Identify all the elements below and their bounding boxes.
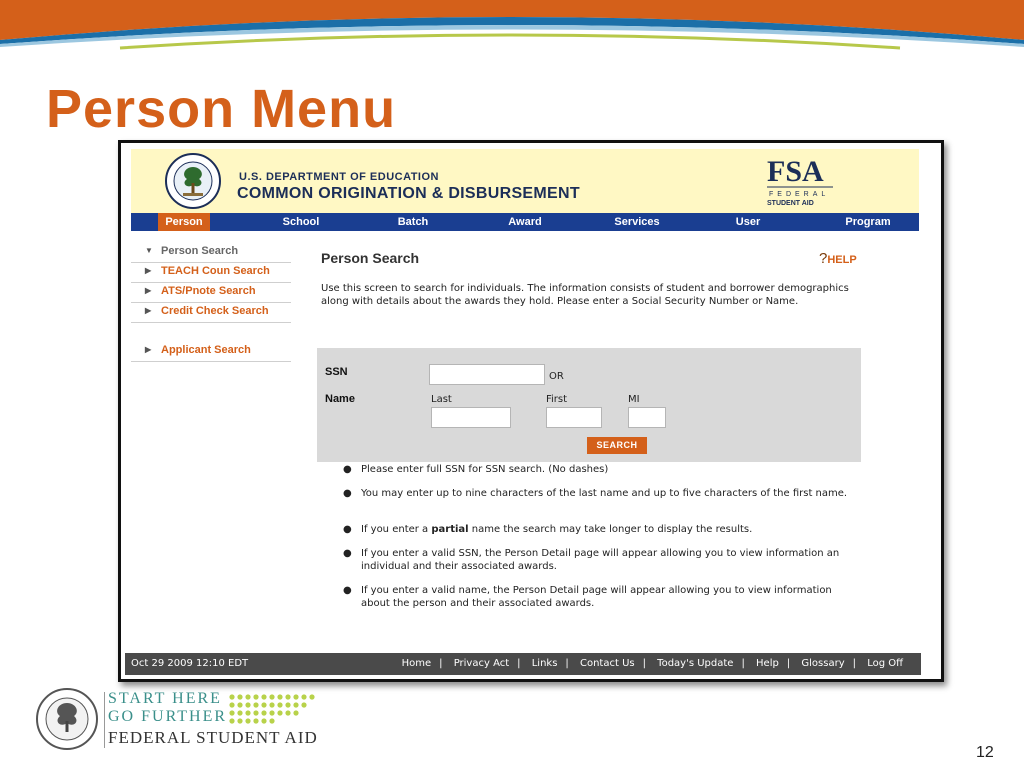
logo-line-go-further: GO FURTHER <box>108 708 228 725</box>
name-label: Name <box>325 393 355 405</box>
timestamp: Oct 29 2009 12:10 EDT <box>131 658 249 669</box>
triangle-down-icon: ▼ <box>145 246 153 255</box>
fsa-logo-letters: FSA <box>767 155 824 188</box>
help-link[interactable] <box>819 250 857 267</box>
footer-link-help[interactable]: Help <box>756 658 779 669</box>
footer-links: Home | Privacy Act | Links | Contact Us | Today's Update | Help | Glossary | Log Off <box>401 658 903 669</box>
search-button[interactable]: SEARCH <box>587 437 647 454</box>
site-footer <box>125 653 921 675</box>
list-item-text: You may enter up to nine characters of the last name and up to five characters of the first name. <box>361 488 848 499</box>
bullet-icon: ● <box>343 585 352 596</box>
triangle-right-icon: ▶ <box>145 286 152 295</box>
nav-batch[interactable]: Batch <box>397 216 429 228</box>
system-name: COMMON ORIGINATION & DISBURSEMENT <box>237 185 580 202</box>
sidebar-item-person-search[interactable] <box>131 243 291 263</box>
nav-user[interactable]: User <box>735 216 761 228</box>
logo-line-federal-student-aid: FEDERAL STUDENT AID <box>108 728 318 747</box>
list-item-text: Please enter full SSN for SSN search. (No dashes) <box>361 464 609 475</box>
nav-services[interactable]: Services <box>614 216 660 228</box>
middle-initial-label: MI <box>628 394 640 405</box>
middle-initial-input[interactable] <box>628 407 666 428</box>
department-name: U.S. DEPARTMENT OF EDUCATION <box>239 171 439 183</box>
triangle-right-icon: ▶ <box>145 266 152 275</box>
fsa-logo-line1: FEDERAL <box>769 191 830 198</box>
sidebar-item-label: TEACH Coun Search <box>161 265 270 277</box>
footer-link-contact-us[interactable]: Contact Us <box>579 658 635 669</box>
nav-person[interactable]: Person <box>158 213 210 231</box>
department-seal-icon <box>36 688 98 750</box>
app-screenshot <box>118 140 944 682</box>
sidebar-item-label: Person Search <box>161 245 239 257</box>
logo-line-start-here: START HERE <box>108 690 222 707</box>
last-name-input[interactable] <box>431 407 511 428</box>
footer-link-links[interactable]: Links <box>531 658 558 669</box>
sidebar-item-teach-coun-search[interactable] <box>131 263 291 283</box>
sidebar-item-label: Credit Check Search <box>161 305 269 317</box>
bullet-icon: ● <box>343 524 352 535</box>
footer-link-privacy-act[interactable]: Privacy Act <box>453 658 510 669</box>
sidebar-item-credit-check-search[interactable] <box>131 303 291 323</box>
footer-link-todays-update[interactable]: Today's Update <box>657 658 734 669</box>
last-name-label: Last <box>431 394 452 405</box>
sidebar-item-label: Applicant Search <box>161 344 251 356</box>
or-label: OR <box>549 371 564 382</box>
help-label: HELP <box>827 254 857 266</box>
fsa-logo-icon <box>763 151 837 211</box>
triangle-right-icon: ▶ <box>145 306 152 315</box>
ssn-input[interactable] <box>429 364 545 385</box>
list-item-text: If you enter a valid SSN, the Person Detail page will appear allowing you to view information an individual and their associated awards. <box>361 548 840 572</box>
dot-grid-icon <box>226 692 336 726</box>
footer-link-home[interactable]: Home <box>401 658 432 669</box>
nav-school[interactable]: School <box>282 216 320 228</box>
bullet-icon: ● <box>343 464 352 475</box>
page-title: Person Search <box>321 250 420 266</box>
first-name-input[interactable] <box>546 407 602 428</box>
first-name-label: First <box>546 394 568 405</box>
sidebar-item-ats-pnote-search[interactable] <box>131 283 291 303</box>
department-seal-icon <box>165 153 221 209</box>
search-form <box>317 348 861 462</box>
help-icon: ? <box>819 250 828 267</box>
footer-link-glossary[interactable]: Glossary <box>801 658 845 669</box>
intro-text: Use this screen to search for individuals. The information consists of student and borrower demographics along with details about the awards they hold. Please enter a Social Security Number or Name. <box>321 283 849 307</box>
list-item-text: If you enter a partial name the search may take longer to display the results. <box>361 524 753 535</box>
fsa-logo-line2: STUDENT AID <box>767 200 814 207</box>
sidebar-item-applicant-search[interactable] <box>131 342 291 362</box>
bullet-icon: ● <box>343 488 352 499</box>
sidebar-item-label: ATS/Pnote Search <box>161 285 256 297</box>
slide-title: Person Menu <box>46 79 397 139</box>
footer-link-log-off[interactable]: Log Off <box>867 658 903 669</box>
nav-award[interactable]: Award <box>508 216 542 228</box>
site-header <box>131 149 919 213</box>
triangle-right-icon: ▶ <box>145 345 152 354</box>
slide-page-number: 12 <box>976 744 994 761</box>
nav-program[interactable]: Program <box>845 216 891 228</box>
main-nav <box>131 213 919 231</box>
slide-top-banner <box>0 0 1024 60</box>
ssn-label: SSN <box>325 366 348 378</box>
fsa-slide-logo <box>36 688 356 752</box>
list-item-text: If you enter a valid name, the Person Detail page will appear allowing you to view information about the person and their associated awards. <box>361 585 832 609</box>
bullet-icon: ● <box>343 548 352 559</box>
logo-divider <box>104 692 105 748</box>
